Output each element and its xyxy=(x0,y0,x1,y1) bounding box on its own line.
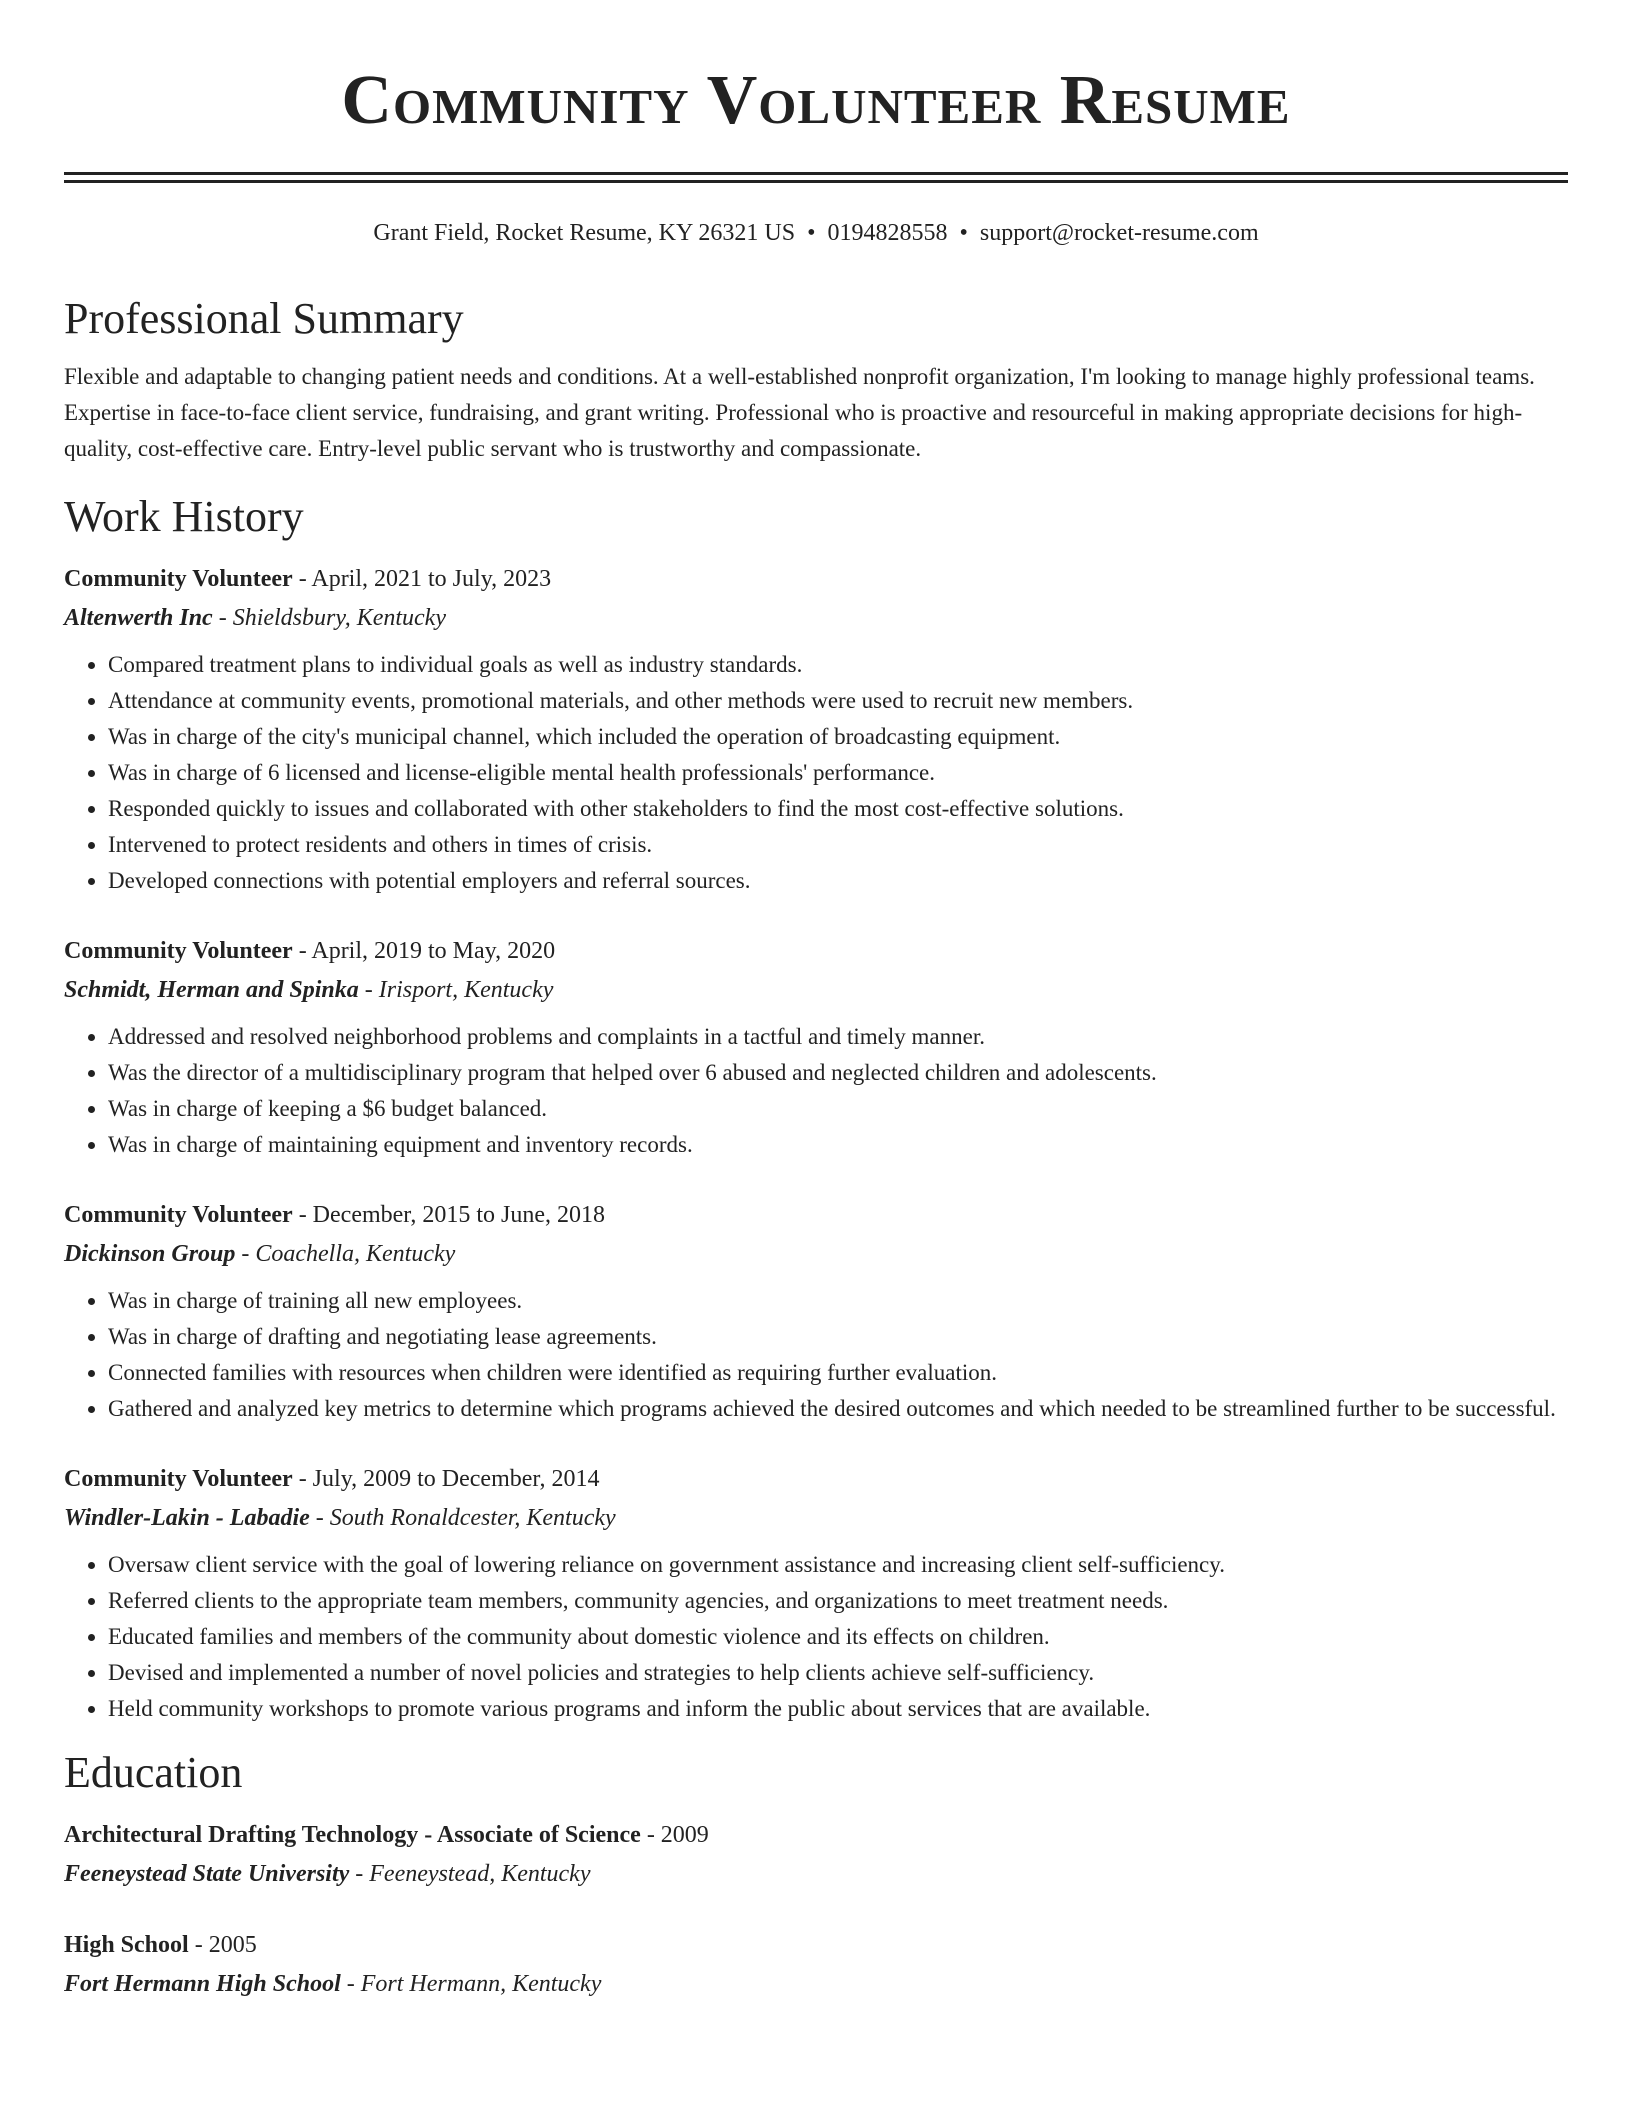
job-bullets xyxy=(64,1283,1568,1427)
school-location: - Feeneystead, Kentucky xyxy=(349,1861,591,1887)
degree-year: - 2005 xyxy=(188,1932,257,1958)
job-entry xyxy=(64,931,1568,1163)
job-title-line xyxy=(64,559,1568,599)
job-title: Community Volunteer xyxy=(64,1466,293,1492)
degree-name: Architectural Drafting Technology - Associate of Science xyxy=(64,1822,641,1848)
job-bullet: • Connected families with resources when children were identified as requiring further evaluation. xyxy=(108,1355,1568,1391)
job-dates: - April, 2021 to July, 2023 xyxy=(292,566,552,592)
contact-phone: 0194828558 xyxy=(827,220,948,246)
company-line xyxy=(64,1499,1568,1537)
summary-heading: Professional Summary xyxy=(64,294,464,343)
resume-title: Community Volunteer Resume xyxy=(341,62,1291,139)
job-dates: - July, 2009 to December, 2014 xyxy=(292,1466,600,1492)
job-bullet: • Was in charge of drafting and negotiating lease agreements. xyxy=(108,1319,1568,1355)
school-line xyxy=(64,1965,1568,2003)
job-bullet: • Was in charge of keeping a $6 budget balanced. xyxy=(108,1091,1568,1127)
company-line xyxy=(64,1235,1568,1273)
job-title-line xyxy=(64,931,1568,971)
job-title: Community Volunteer xyxy=(64,938,293,964)
degree-year: - 2009 xyxy=(640,1822,709,1848)
contact-address: Grant Field, Rocket Resume, KY 26321 US xyxy=(373,220,796,246)
company-location: - Shieldsbury, Kentucky xyxy=(212,605,446,631)
job-bullet: • Referred clients to the appropriate team members, community agencies, and organizations to meet treatment needs. xyxy=(108,1583,1568,1619)
job-bullet: • Was in charge of 6 licensed and license-eligible mental health professionals' performance. xyxy=(108,755,1568,791)
job-bullet: • Educated families and members of the community about domestic violence and its effects on children. xyxy=(108,1619,1568,1655)
company-location: - South Ronaldcester, Kentucky xyxy=(309,1505,616,1531)
company-location: - Irisport, Kentucky xyxy=(358,977,554,1003)
school-name: Feeneystead State University xyxy=(64,1861,350,1887)
contact-separator: • xyxy=(807,220,816,246)
job-bullet: • Developed connections with potential employers and referral sources. xyxy=(108,863,1568,899)
degree-line xyxy=(64,1925,1568,1965)
company-line xyxy=(64,599,1568,637)
contact-line xyxy=(64,217,1568,249)
job-title: Community Volunteer xyxy=(64,1202,293,1228)
job-bullet: • Held community workshops to promote various programs and inform the public about services that are available. xyxy=(108,1691,1568,1727)
job-title-line xyxy=(64,1459,1568,1499)
school-line xyxy=(64,1855,1568,1893)
job-bullet: • Was in charge of training all new employees. xyxy=(108,1283,1568,1319)
job-bullet: • Gathered and analyzed key metrics to determine which programs achieved the desired outcomes and which needed to be streamlined further to be successful. xyxy=(108,1391,1568,1427)
job-bullets xyxy=(64,647,1568,899)
school-name: Fort Hermann High School xyxy=(64,1971,341,1997)
work-history-heading: Work History xyxy=(64,492,304,541)
job-bullets xyxy=(64,1547,1568,1727)
job-dates: - December, 2015 to June, 2018 xyxy=(292,1202,605,1228)
job-bullet: • Oversaw client service with the goal of lowering reliance on government assistance and increasing client self-sufficiency. xyxy=(108,1547,1568,1583)
job-title-line xyxy=(64,1195,1568,1235)
job-bullet: • Intervened to protect residents and others in times of crisis. xyxy=(108,827,1568,863)
job-title: Community Volunteer xyxy=(64,566,293,592)
education-heading: Education xyxy=(64,1748,243,1797)
job-bullet: • Was in charge of the city's municipal channel, which included the operation of broadcasting equipment. xyxy=(108,719,1568,755)
job-bullet: • Attendance at community events, promotional materials, and other methods were used to recruit new members. xyxy=(108,683,1568,719)
job-bullet: • Was the director of a multidisciplinary program that helped over 6 abused and neglected children and adolescents. xyxy=(108,1055,1568,1091)
school-location: - Fort Hermann, Kentucky xyxy=(340,1971,602,1997)
company-location: - Coachella, Kentucky xyxy=(235,1241,456,1267)
degree-name: High School xyxy=(64,1932,189,1958)
job-bullets xyxy=(64,1019,1568,1163)
job-bullet: • Devised and implemented a number of novel policies and strategies to help clients achieve self-sufficiency. xyxy=(108,1655,1568,1691)
company-name: Altenwerth Inc xyxy=(64,605,213,631)
education-entry xyxy=(64,1815,1568,1893)
company-name: Dickinson Group xyxy=(64,1241,236,1267)
degree-line xyxy=(64,1815,1568,1855)
summary-text: Flexible and adaptable to changing patient needs and conditions. At a well-established nonprofit organization, I'm looking to manage highly professional teams. Expertise in face-to-face client service, fundraising, and grant writing. Professional who is proactive and resourceful in making appropriate decisions for high-quality, cost-effective care. Entry-level public servant who is trustworthy and compassionate. xyxy=(64,364,1535,461)
job-entry xyxy=(64,559,1568,899)
job-dates: - April, 2019 to May, 2020 xyxy=(292,938,556,964)
job-bullet: • Compared treatment plans to individual goals as well as industry standards. xyxy=(108,647,1568,683)
job-bullet: • Was in charge of maintaining equipment and inventory records. xyxy=(108,1127,1568,1163)
job-bullet: • Addressed and resolved neighborhood problems and complaints in a tactful and timely manner. xyxy=(108,1019,1568,1055)
education-entry xyxy=(64,1925,1568,2003)
contact-email: support@rocket-resume.com xyxy=(979,220,1259,246)
job-entry xyxy=(64,1195,1568,1427)
company-line xyxy=(64,971,1568,1009)
job-bullet: • Responded quickly to issues and collaborated with other stakeholders to find the most cost-effective solutions. xyxy=(108,791,1568,827)
title-double-rule xyxy=(64,172,1568,183)
company-name: Schmidt, Herman and Spinka xyxy=(64,977,359,1003)
contact-separator: • xyxy=(959,220,968,246)
company-name: Windler-Lakin - Labadie xyxy=(64,1505,310,1531)
job-entry xyxy=(64,1459,1568,1727)
